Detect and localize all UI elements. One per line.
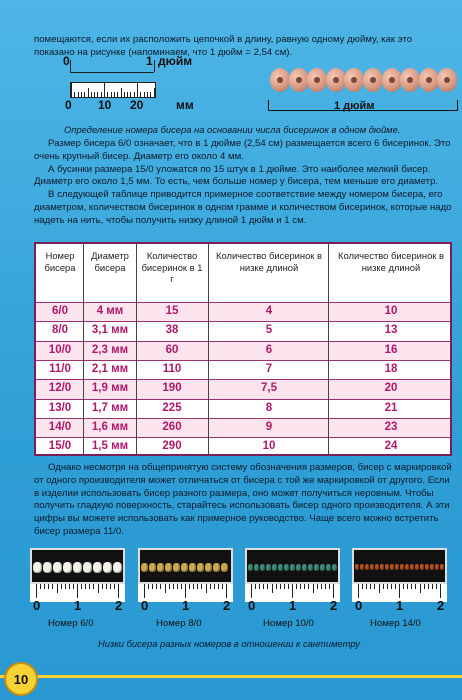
table-cell: 11/0 [49, 362, 71, 375]
sample-ruler-tick [251, 584, 252, 598]
paragraph-1: Размер бисера 6/0 означает, что в 1 дюйме (2,54 см) размещается всего 6 бисеринок. Это очень крупный бисер. Диаметр его около 4 мм. [34, 138, 451, 162]
table-row [36, 321, 450, 341]
table-cell: 21 [384, 401, 398, 414]
sample-ruler-tick [329, 584, 330, 589]
table-cell: 5 [265, 324, 273, 337]
mm-ruler-tick [147, 92, 148, 97]
sample-ruler-tick [77, 584, 78, 598]
sample-bead [385, 564, 389, 570]
sample-ruler-tick [36, 584, 37, 598]
sample-bead [425, 564, 429, 570]
sample-ruler-tick [85, 584, 86, 589]
sample-bead [302, 564, 307, 571]
mm-ruler-tick [150, 92, 151, 97]
mm-ruler-tick [124, 92, 125, 97]
sample-bead [365, 564, 369, 570]
table-cell: 1,7 мм [91, 401, 129, 414]
sample-ruler-tick [40, 584, 41, 589]
sample-ruler-tick [189, 584, 190, 589]
table-cell: 24 [384, 440, 398, 453]
table-cell: 6 [265, 343, 273, 356]
sample-bead [430, 564, 434, 570]
sample-ruler-tick [395, 584, 396, 589]
table-row [36, 341, 450, 361]
sample-ruler-tick [415, 584, 416, 589]
sample-ruler-number: 1 [74, 598, 82, 613]
sample-ruler-number: 1 [396, 598, 404, 613]
sample-ruler-tick [292, 584, 293, 598]
sample-ruler-tick [210, 584, 211, 589]
table-cell: 7 [265, 362, 273, 375]
table-cell: 2,1 мм [91, 362, 129, 375]
bead [437, 68, 457, 92]
table-cell: 13 [384, 324, 398, 337]
sample-bead [420, 564, 424, 570]
intro-paragraph: помещаются, если их расположить цепочкой в длину, равную одному дюйму, как это показано на рисунке (напоминаем, что 1 дюйм = 2,54 см). [34, 34, 413, 58]
sample-bead [435, 564, 439, 570]
sample-ruler-tick [181, 584, 182, 589]
samples-caption: Низки бисера разных номеров в отношении к сантиметру [98, 638, 360, 649]
mm-ruler-tick [71, 83, 72, 97]
mm-ruler-tick [144, 92, 145, 97]
table-cell: 2,3 мм [91, 343, 129, 356]
sample-ruler-tick [206, 584, 207, 593]
sample-ruler-tick [193, 584, 194, 589]
bead [289, 68, 309, 92]
figure-caption: Определение номера бисера на основании числа бисеринок в одном дюйме. [64, 124, 401, 135]
sample-ruler-number: 2 [223, 598, 231, 613]
mm-ruler-tick [94, 92, 95, 97]
sample-ruler-tick [391, 584, 392, 589]
mm-ruler-tick [78, 92, 79, 97]
table-cell: 3,1 мм [91, 324, 129, 337]
mm-zero-label: 0 [65, 98, 72, 112]
table-cell: 23 [384, 420, 398, 433]
sample-bead [415, 564, 419, 570]
sample-ruler-tick [52, 584, 53, 589]
mm-ruler-tick [104, 83, 105, 97]
table-cell: 1,9 мм [91, 382, 129, 395]
sample-ruler-tick [93, 584, 94, 589]
sample-ruler-tick [428, 584, 429, 589]
table-cell: 15/0 [48, 440, 72, 453]
table-cell: 20 [384, 382, 398, 395]
sample-ruler-number: 0 [248, 598, 256, 613]
sample-ruler-tick [333, 584, 334, 598]
sample-ruler-tick [106, 584, 107, 589]
sample-ruler-tick [148, 584, 149, 589]
bead [419, 68, 439, 92]
mm-ruler-tick [107, 92, 108, 97]
page-number: 10 [4, 662, 38, 696]
sample-bead [93, 562, 102, 573]
sample-ruler-tick [169, 584, 170, 589]
sample-ruler-tick [160, 584, 161, 589]
sample-bead [326, 564, 331, 571]
table-header [36, 244, 450, 302]
bead [307, 68, 327, 92]
table-cell: 10 [384, 305, 398, 317]
sample-bead [314, 564, 319, 571]
bead [326, 68, 346, 92]
bead [400, 68, 420, 92]
sample-bead [213, 563, 220, 572]
sample-ruler-tick [432, 584, 433, 589]
table-row [36, 379, 450, 399]
sample-ruler-tick [411, 584, 412, 589]
sample-ruler-tick [379, 584, 380, 593]
bead-size-table [34, 242, 452, 456]
sample-ruler-tick [399, 584, 400, 598]
bead [270, 68, 290, 92]
sample-ruler-number: 1 [182, 598, 190, 613]
sample-label: Номер 14/0 [370, 618, 421, 629]
decorative-stripe [0, 675, 462, 678]
mm-unit-label: мм [176, 98, 194, 112]
mm-ruler-tick [111, 92, 112, 97]
mm-ruler-tick [134, 92, 135, 97]
sample-bead [266, 564, 271, 571]
mm-ruler-tick [101, 92, 102, 97]
header-number: Номер бисера [44, 250, 76, 273]
sample-bead [33, 562, 42, 573]
inch-one-label: 1 [146, 54, 153, 68]
sample-ruler-tick [313, 584, 314, 593]
sample-ruler-tick [308, 584, 309, 589]
sample-bead [113, 562, 122, 573]
sample-ruler-tick [325, 584, 326, 589]
sample-bead [254, 564, 259, 571]
table-cell: 9 [265, 420, 273, 433]
mm-ruler-tick [137, 83, 138, 97]
sample-ruler-tick [424, 584, 425, 589]
table-cell: 14/0 [48, 420, 72, 433]
sample-ruler-tick [387, 584, 388, 589]
mm-ruler [70, 82, 156, 98]
sample-ruler-number: 2 [437, 598, 445, 613]
table-cell: 1,5 мм [91, 440, 129, 453]
sample-ruler-tick [118, 584, 119, 598]
sample-ruler-tick [102, 584, 103, 589]
mm-ruler-tick [74, 92, 75, 97]
sample-ruler-tick [296, 584, 297, 589]
sample-bead [141, 563, 148, 572]
sample-ruler-tick [358, 584, 359, 598]
sample-ruler-number: 2 [330, 598, 338, 613]
sample-bead [400, 564, 404, 570]
sample-ruler-tick [317, 584, 318, 589]
table-cell: 4 мм [96, 305, 124, 317]
bead-sample-photo [245, 548, 340, 584]
sample-ruler-number: 2 [115, 598, 123, 613]
mm-ruler-tick [81, 92, 82, 97]
inch-ruler [70, 60, 154, 73]
sample-bead [73, 562, 82, 573]
table-cell: 6/0 [52, 305, 68, 317]
sample-ruler-tick [255, 584, 256, 589]
header-diameter: Диаметр бисера [91, 250, 129, 273]
sample-ruler-tick [420, 584, 421, 593]
sample-ruler-tick [321, 584, 322, 589]
table-cell: 10 [262, 440, 276, 453]
table-row [36, 399, 450, 419]
sample-bead [165, 563, 172, 572]
table-cell: 110 [162, 362, 182, 375]
sample-bead [370, 564, 374, 570]
sample-bead [63, 562, 72, 573]
table-row [36, 302, 450, 322]
sample-ruler-tick [300, 584, 301, 589]
table-cell: 1,6 мм [91, 420, 129, 433]
table-cell: 10/0 [48, 343, 72, 356]
mm-ruler-tick [88, 88, 89, 97]
sample-bead [395, 564, 399, 570]
mm-ruler-tick [154, 88, 155, 97]
sample-bead [53, 562, 62, 573]
sample-ruler-tick [374, 584, 375, 589]
sample-bead [205, 563, 212, 572]
sample-bead [181, 563, 188, 572]
sample-label: Номер 6/0 [48, 618, 94, 629]
inch-bracket-label: 1 дюйм [334, 100, 375, 112]
sample-bead [405, 564, 409, 570]
sample-bead [440, 564, 444, 570]
table-cell: 15 [165, 305, 179, 317]
sample-bead [375, 564, 379, 570]
table-cell: 18 [384, 362, 398, 375]
body-paragraphs [34, 138, 452, 228]
sample-bead [197, 563, 204, 572]
sample-bead [157, 563, 164, 572]
sample-ruler-tick [152, 584, 153, 589]
mm-ruler-tick [140, 92, 141, 97]
table-cell: 13/0 [48, 401, 72, 414]
table-cell: 290 [162, 440, 182, 453]
sample-ruler-tick [73, 584, 74, 589]
mm-ruler-tick [117, 92, 118, 97]
sample-bead [332, 564, 337, 571]
sample-ruler-tick [156, 584, 157, 589]
header-per-inch: Количество бисеринок в низке длиной [216, 250, 322, 273]
sample-ruler-tick [403, 584, 404, 589]
sample-label: Номер 8/0 [156, 618, 202, 629]
mm-ruler-tick [130, 92, 131, 97]
mm-twenty-label: 20 [130, 98, 144, 112]
sample-bead [380, 564, 384, 570]
sample-ruler-tick [214, 584, 215, 589]
table-cell: 8/0 [52, 324, 68, 337]
sample-bead [248, 564, 253, 571]
inch-unit-label: дюйм [158, 54, 193, 68]
table-cell: 8 [265, 401, 273, 414]
sample-ruler-tick [185, 584, 186, 598]
sample-ruler-tick [370, 584, 371, 589]
paragraph-3: В следующей таблице приводится примерное соответствие между номером бисера, его диаметром, количеством бисеринок в одном грамме и количеством бисеринок, которые надо надеть на нить, чтобы получить низку длиной 1 дюйм и 1 см. [34, 189, 452, 226]
sample-bead [149, 563, 156, 572]
sample-ruler-tick [177, 584, 178, 589]
sample-ruler-tick [259, 584, 260, 589]
sample-bead [284, 564, 289, 571]
sample-bead [320, 564, 325, 571]
sample-ruler-tick [201, 584, 202, 589]
table-cell: 260 [162, 420, 182, 433]
table-cell: 190 [162, 382, 182, 395]
table-cell: 225 [162, 401, 182, 414]
header-per-gram: Количество бисеринок в 1 г [141, 250, 203, 284]
sample-bead [278, 564, 283, 571]
sample-ruler-tick [440, 584, 441, 598]
table-row [36, 360, 450, 380]
sample-ruler-tick [48, 584, 49, 589]
sample-bead [83, 562, 92, 573]
sample-bead [296, 564, 301, 571]
sample-ruler-tick [44, 584, 45, 589]
sample-bead [390, 564, 394, 570]
sample-bead [103, 562, 112, 573]
sample-ruler-tick [89, 584, 90, 589]
inch-zero-label: 0 [63, 54, 70, 68]
table-cell: 60 [165, 343, 179, 356]
sample-ruler-tick [110, 584, 111, 589]
mm-ten-label: 10 [98, 98, 112, 112]
sample-ruler-tick [218, 584, 219, 589]
inch-measurement-figure [58, 54, 452, 130]
sample-label: Номер 10/0 [263, 618, 314, 629]
sample-bead [43, 562, 52, 573]
sample-bead [355, 564, 359, 570]
sample-ruler-tick [65, 584, 66, 589]
mm-ruler-tick [84, 92, 85, 97]
sample-ruler-tick [98, 584, 99, 593]
mm-ruler-tick [127, 92, 128, 97]
sample-ruler-tick [366, 584, 367, 589]
header-per-cm: Количество бисеринок в низке длиной [338, 250, 444, 273]
sample-ruler-tick [144, 584, 145, 598]
sample-ruler-tick [284, 584, 285, 589]
sample-bead [272, 564, 277, 571]
sample-ruler-number: 0 [141, 598, 149, 613]
sample-ruler-tick [226, 584, 227, 598]
mm-ruler-tick [97, 92, 98, 97]
mm-ruler-tick [121, 88, 122, 97]
sample-bead [260, 564, 265, 571]
sample-ruler-tick [197, 584, 198, 589]
sample-bead [360, 564, 364, 570]
sample-ruler-tick [165, 584, 166, 593]
sample-ruler-tick [383, 584, 384, 589]
table-cell: 16 [384, 343, 398, 356]
table-cell: 4 [265, 305, 273, 317]
sample-ruler-tick [222, 584, 223, 589]
bead-sample-photo [30, 548, 125, 584]
sample-bead [221, 563, 228, 572]
bead [363, 68, 383, 92]
sample-bead [290, 564, 295, 571]
sample-ruler-tick [57, 584, 58, 593]
sample-ruler-number: 0 [33, 598, 41, 613]
sample-bead [173, 563, 180, 572]
sample-ruler-tick [114, 584, 115, 589]
sample-ruler-tick [276, 584, 277, 589]
sample-ruler-tick [436, 584, 437, 589]
bead-sample-photo [138, 548, 233, 584]
sample-ruler-tick [69, 584, 70, 589]
sample-ruler-tick [267, 584, 268, 589]
bead-sample-photo [352, 548, 447, 584]
table-cell: 38 [165, 324, 179, 337]
sample-ruler-tick [288, 584, 289, 589]
table-cell: 12/0 [48, 382, 72, 395]
closing-paragraph: Однако несмотря на общепринятую систему обозначения размеров, бисер с маркировкой от одного производителя может отличаться от бисера с той же маркировкой от другого. Если в изделии использовать бисер разного размера, оно может получиться неровным. Чтобы получить гладкую поверхность, старайтесь использовать бисер одного производителя. А эти цифры вы можете использовать как примерное руководство. Чаще всего можно встретить бисер размера 11/0. [34, 462, 452, 537]
sample-ruler-number: 1 [289, 598, 297, 613]
sample-ruler-tick [304, 584, 305, 589]
bead [344, 68, 364, 92]
bead [382, 68, 402, 92]
sample-ruler-tick [362, 584, 363, 589]
sample-ruler-tick [173, 584, 174, 589]
sample-ruler-tick [272, 584, 273, 593]
sample-ruler-tick [81, 584, 82, 589]
table-row [36, 418, 450, 438]
sample-ruler-tick [407, 584, 408, 589]
sample-ruler-tick [263, 584, 264, 589]
sample-bead [410, 564, 414, 570]
table-cell: 7,5 [261, 382, 277, 395]
sample-ruler-number: 0 [355, 598, 363, 613]
table-row [36, 437, 450, 457]
sample-ruler-tick [61, 584, 62, 589]
sample-bead [189, 563, 196, 572]
sample-bead [308, 564, 313, 571]
mm-ruler-tick [91, 92, 92, 97]
mm-ruler-tick [114, 92, 115, 97]
sample-ruler-tick [280, 584, 281, 589]
paragraph-2: А бусинки размера 15/0 уложатся по 15 штук в 1 дюйме. Это наиболее мелкий бисер. Диаметр его около 1,5 мм. То есть, чем больше номер у бисера, тем меньше его диаметр. [34, 163, 439, 188]
